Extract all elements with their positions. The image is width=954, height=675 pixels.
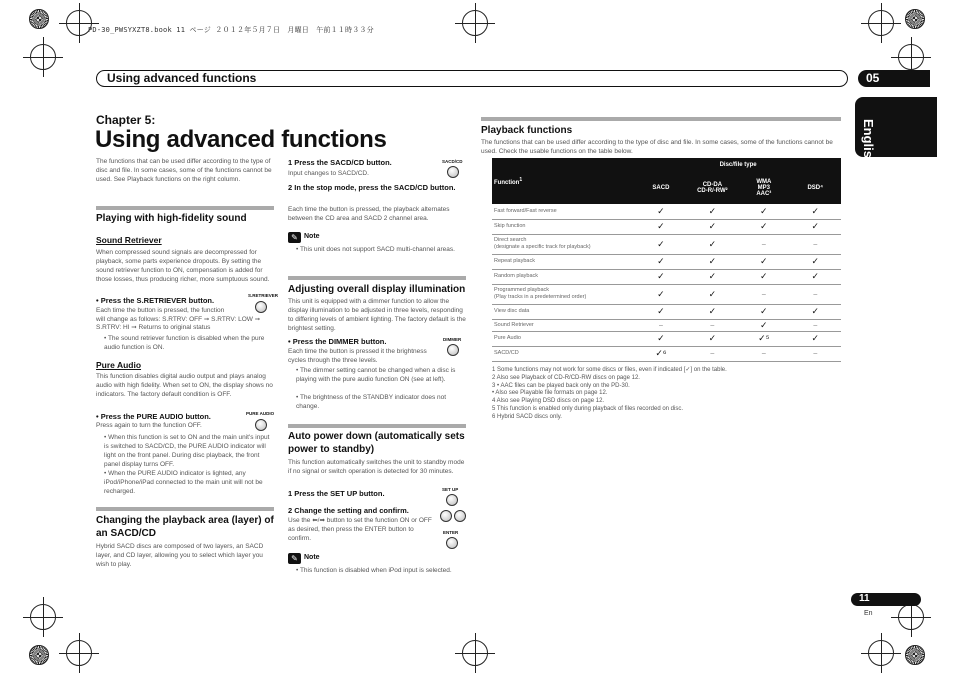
page-number-tab bbox=[851, 593, 921, 606]
dimmer-heading: Adjusting overall display illumination bbox=[288, 284, 466, 295]
language-tab bbox=[855, 97, 937, 166]
right-arrow-button-icon bbox=[454, 510, 466, 522]
section-tab bbox=[858, 70, 930, 87]
support-cell: – bbox=[790, 319, 841, 331]
table-row bbox=[492, 284, 841, 304]
sound-retriever-step: • Press the S.RETRIEVER button. bbox=[96, 296, 215, 305]
print-header: PD-30_PWSYXZT8.book 11 ページ ２０１２年５月７日 月曜日 午前１１時３３分 bbox=[88, 26, 374, 34]
note-icon: ✎ bbox=[288, 232, 301, 243]
registration-mark-icon bbox=[868, 640, 894, 666]
sacd-step-1-desc: Input changes to SACD/CD. bbox=[288, 170, 369, 177]
footnote: 3 • AAC files can be played back only on the PD-30. bbox=[492, 382, 630, 389]
disc-type-col-header: CD-DA CD-R/-RW² bbox=[687, 172, 738, 204]
autopower-body: This function automatically switches the unit to standby mode if no signal or switch operation is detected for 30 minutes. bbox=[288, 459, 465, 475]
dimmer-bullet-1: • The dimmer setting cannot be changed when a disc is playing with the pure audio function ON (see at left). bbox=[296, 367, 456, 383]
sacd-step-1: 1 Press the SACD/CD button. bbox=[288, 158, 392, 167]
support-cell: ✓ bbox=[738, 269, 789, 284]
function-col-header bbox=[492, 158, 635, 204]
autopower-step-2-desc: Use the ⬅/➡ button to set the function ON or OFF as desired, then press the ENTER button to confirm. bbox=[288, 517, 432, 542]
enter-button-icon bbox=[446, 537, 458, 549]
support-cell: ✓ bbox=[687, 269, 738, 284]
setup-button-icon bbox=[446, 494, 458, 506]
note-label: Note bbox=[304, 554, 320, 561]
support-cell: ✓ bbox=[790, 219, 841, 234]
section-number: 05 bbox=[866, 71, 880, 85]
support-cell: – bbox=[635, 319, 686, 331]
support-cell: – bbox=[738, 284, 789, 304]
language-code: En bbox=[864, 610, 873, 617]
support-cell: ✓ bbox=[635, 219, 686, 234]
support-cell: – bbox=[738, 234, 789, 254]
support-cell: ✓ bbox=[738, 204, 789, 219]
function-name-cell: Direct search (designate a specific track for playback) bbox=[492, 234, 635, 254]
playback-heading: Playback functions bbox=[481, 125, 573, 136]
dimmer-desc: Each time the button is pressed it the brightness cycles through the three levels. bbox=[288, 348, 427, 364]
footnote: 4 Also see Playing DSD discs on page 12. bbox=[492, 398, 605, 405]
disc-type-col-header: WMA MP3 AAC³ bbox=[738, 172, 789, 204]
disc-type-col-header: DSD⁴ bbox=[790, 172, 841, 204]
table-row bbox=[492, 269, 841, 284]
sacd-step-2: 2 In the stop mode, press the SACD/CD button. bbox=[288, 183, 456, 192]
pure-audio-bullet-1: • When this function is set to ON and the main unit's input is switched to SACD/CD, the PURE AUDIO indicator will light on the front panel. During disc playback, the front panel display turns OFF. bbox=[104, 434, 270, 468]
pure-audio-body: This function disables digital audio output and plays analog audio with high fidelity. When set to ON, the display shows no indicators. The factory default condition is OFF. bbox=[96, 373, 273, 398]
pure-audio-button-icon bbox=[255, 419, 267, 431]
registration-mark-icon bbox=[898, 44, 924, 70]
pure-audio-button-label: PURE AUDIO bbox=[246, 411, 275, 416]
playback-functions-table bbox=[492, 158, 841, 362]
support-cell: – bbox=[687, 319, 738, 331]
function-name-cell: Random playback bbox=[492, 269, 635, 284]
page-title: Using advanced functions bbox=[95, 126, 387, 153]
registration-mark-icon bbox=[30, 44, 56, 70]
support-cell: ✓ bbox=[635, 331, 686, 346]
registration-mark-icon bbox=[868, 10, 894, 36]
function-name-cell: Fast forward/Fast reverse bbox=[492, 204, 635, 219]
support-cell: ✓ bbox=[738, 304, 789, 319]
autopower-note: • This function is disabled when iPod input is selected. bbox=[296, 567, 452, 574]
section-header-title: Using advanced functions bbox=[107, 71, 257, 85]
page-number: 11 bbox=[859, 593, 870, 604]
function-col-sup: 1 bbox=[519, 176, 523, 183]
sound-retriever-desc-2: will change as follows: S.RTRV: OFF ➞ S.RTRV: LOW ➞ bbox=[96, 316, 261, 323]
table-row bbox=[492, 346, 841, 361]
layer-body: Hybrid SACD discs are composed of two layers, an SACD layer, and CD layer, allowing you to select which layer you wish to play. bbox=[96, 543, 264, 568]
dimmer-button-label: DIMMER bbox=[443, 337, 462, 342]
registration-mark-icon bbox=[66, 640, 92, 666]
autopower-step-2: 2 Change the setting and confirm. bbox=[288, 506, 409, 515]
function-col-label: Function bbox=[494, 179, 520, 186]
section-divider bbox=[96, 507, 274, 511]
registration-mark-icon bbox=[462, 10, 488, 36]
pure-audio-desc: Press again to turn the function OFF. bbox=[96, 422, 202, 429]
function-name-cell: SACD/CD bbox=[492, 346, 635, 361]
support-cell: – bbox=[790, 284, 841, 304]
disc-type-group-header: Disc/file type bbox=[635, 158, 841, 172]
footnotes bbox=[492, 367, 841, 422]
support-cell: ✓ bbox=[687, 284, 738, 304]
support-cell: – bbox=[790, 346, 841, 361]
registration-mark-icon bbox=[462, 640, 488, 666]
section-divider bbox=[288, 424, 466, 428]
enter-button-label: ENTER bbox=[443, 530, 459, 535]
support-cell: ✓ bbox=[635, 284, 686, 304]
support-cell: – bbox=[738, 346, 789, 361]
sacd-button-label: SACD/CD bbox=[442, 159, 463, 164]
support-cell: ✓ bbox=[635, 254, 686, 269]
disc-type-col-header: SACD bbox=[635, 172, 686, 204]
sacd-step-2-desc: Each time the button is pressed, the playback alternates between the CD area and SACD 2 channel area. bbox=[288, 206, 450, 222]
autopower-step-1: 1 Press the SET UP button. bbox=[288, 489, 385, 498]
section-divider bbox=[481, 117, 841, 121]
footnote: • Also see Playable file formats on page 12. bbox=[492, 390, 608, 397]
support-cell: ✓ bbox=[738, 319, 789, 331]
footnote: 2 Also see Playback of CD-R/CD-RW discs on page 12. bbox=[492, 374, 640, 381]
table-row bbox=[492, 319, 841, 331]
chapter-label: Chapter 5: bbox=[96, 113, 156, 127]
support-cell: ✓ bbox=[635, 304, 686, 319]
section-divider bbox=[96, 206, 274, 210]
support-cell: ✓ bbox=[635, 269, 686, 284]
support-cell: ✓ bbox=[790, 204, 841, 219]
support-cell: ✓ bbox=[790, 304, 841, 319]
support-cell: ✓ bbox=[635, 204, 686, 219]
intro-text: The functions that can be used differ according to the type of disc and file. In some cases, some of the functions cannot be used. See Playback functions on the right column. bbox=[96, 158, 272, 183]
support-cell: ✓ bbox=[687, 304, 738, 319]
function-name-cell: Sound Retriever bbox=[492, 319, 635, 331]
function-name-cell: Repeat playback bbox=[492, 254, 635, 269]
setup-button-label: SET UP bbox=[442, 487, 459, 492]
s-retriever-button-label: S.RETRIEVER bbox=[248, 293, 279, 298]
note-icon: ✎ bbox=[288, 553, 301, 564]
hifi-heading: Playing with high-fidelity sound bbox=[96, 213, 247, 224]
left-arrow-button-icon bbox=[440, 510, 452, 522]
color-target-icon bbox=[29, 645, 49, 665]
support-cell: ✓ bbox=[738, 254, 789, 269]
support-cell: ✓ bbox=[790, 331, 841, 346]
pure-audio-heading: Pure Audio bbox=[96, 360, 142, 370]
dimmer-step: • Press the DIMMER button. bbox=[288, 337, 387, 346]
table-row bbox=[492, 234, 841, 254]
s-retriever-button-icon bbox=[255, 301, 267, 313]
sacd-button-icon bbox=[447, 166, 459, 178]
support-cell: ✓ bbox=[687, 204, 738, 219]
function-name-cell: Programmed playback (Play tracks in a predetermined order) bbox=[492, 284, 635, 304]
registration-mark-icon bbox=[898, 604, 924, 630]
table-row bbox=[492, 219, 841, 234]
support-cell: ✓ bbox=[738, 219, 789, 234]
sound-retriever-heading: Sound Retriever bbox=[96, 235, 162, 245]
footnote: 6 Hybrid SACD discs only. bbox=[492, 413, 562, 420]
support-cell: ✓ bbox=[790, 254, 841, 269]
support-cell: ✓⁶ bbox=[635, 346, 686, 361]
table-row bbox=[492, 204, 841, 219]
table-row bbox=[492, 331, 841, 346]
color-target-icon bbox=[905, 9, 925, 29]
function-name-cell: Skip function bbox=[492, 219, 635, 234]
note-label: Note bbox=[304, 233, 320, 240]
footnote: 1 Some functions may not work for some discs or files, even if indicated [✓] on the table. bbox=[492, 367, 727, 373]
support-cell: – bbox=[790, 234, 841, 254]
color-target-icon bbox=[905, 645, 925, 665]
sound-retriever-desc-3: S.RTRV: HI ➞ Returns to original status bbox=[96, 324, 211, 331]
support-cell: ✓ bbox=[687, 331, 738, 346]
table-row bbox=[492, 254, 841, 269]
dimmer-bullet-2: • The brightness of the STANDBY indicator does not change. bbox=[296, 394, 447, 410]
registration-mark-icon bbox=[30, 604, 56, 630]
support-cell: ✓ bbox=[635, 234, 686, 254]
language-label: English bbox=[861, 119, 876, 166]
function-name-cell: Pure Audio bbox=[492, 331, 635, 346]
footnote: 5 This function is enabled only during playback of files recorded on disc. bbox=[492, 405, 684, 412]
sacd-note: • This unit does not support SACD multi-channel areas. bbox=[296, 246, 455, 253]
pure-audio-bullet-2: • When the PURE AUDIO indicator is lighted, any iPod/iPhone/iPad connected to the main unit will not be recharged. bbox=[104, 470, 263, 495]
dimmer-body: This unit is equipped with a dimmer function to allow the display illumination to be adjusted in three levels, responding to differing levels of ambient lighting. The factory default is the brightest setting. bbox=[288, 298, 466, 332]
support-cell: ✓ bbox=[687, 219, 738, 234]
playback-body: The functions that can be used differ according to the type of disc and file. In some cases, some of the functions cannot be used. Check the usable functions on the table below. bbox=[481, 139, 833, 155]
sound-retriever-bullet: • The sound retriever function is disabled when the pure audio function is ON. bbox=[104, 335, 265, 351]
table-row bbox=[492, 304, 841, 319]
color-target-icon bbox=[29, 9, 49, 29]
sound-retriever-body: When compressed sound signals are decompressed for playback, some parts experience dropouts. By setting the sound retriever function to ON, compensation is added for those losses, thus producing richer, more sumptuous sound. bbox=[96, 249, 270, 283]
support-cell: ✓ bbox=[790, 269, 841, 284]
function-name-cell: View disc data bbox=[492, 304, 635, 319]
pure-audio-step: • Press the PURE AUDIO button. bbox=[96, 412, 211, 421]
support-cell: ✓ bbox=[687, 234, 738, 254]
autopower-heading: Auto power down (automatically sets power to standby) bbox=[288, 431, 465, 455]
support-cell: – bbox=[687, 346, 738, 361]
layer-heading: Changing the playback area (layer) of an SACD/CD bbox=[96, 515, 274, 539]
dimmer-button-icon bbox=[447, 344, 459, 356]
section-divider bbox=[288, 276, 466, 280]
sound-retriever-desc-1: Each time the button is pressed, the function bbox=[96, 307, 225, 314]
support-cell: ✓⁵ bbox=[738, 331, 789, 346]
support-cell: ✓ bbox=[687, 254, 738, 269]
